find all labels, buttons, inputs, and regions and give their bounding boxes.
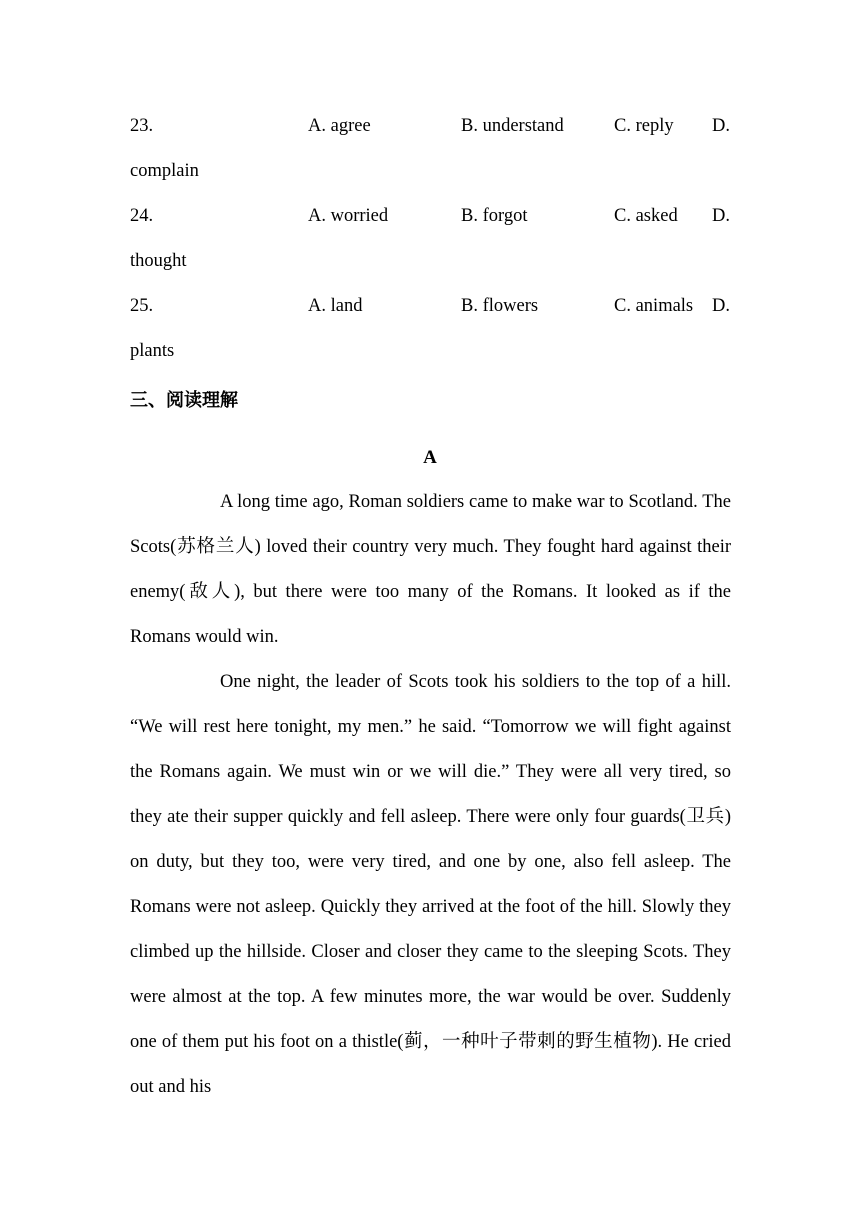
question-number: 24. — [130, 206, 154, 226]
option-d: D. — [712, 296, 730, 316]
option-d-text: thought — [130, 251, 187, 271]
option-b: B. flowers — [461, 296, 539, 316]
question-number: 25. — [130, 296, 154, 316]
question-number: 23. — [130, 116, 154, 136]
section-heading: 三、阅读理解 — [130, 390, 238, 411]
option-c: C. reply — [614, 116, 674, 136]
passage-paragraph: One night, the leader of Scots took his soldiers to the top of a hill. “We will rest here tonight, my men.” he said. “Tomorrow we will fight against the Romans again. We must win or we will die.” They were all very tired, so they ate their supper quickly and fell asleep. There were only four guards(卫兵) on duty, but they too, were very tired, and one by one, also fell asleep. The Romans were not asleep. Quickly they arrived at the foot of the hill. Slowly they climbed up the hillside. Closer and closer they came to the sleeping Scots. They were almost at the top. A few minutes more, the war would be over. Suddenly one of them put his foot on a thistle(蓟，一种叶子带刺的野生植物). He cried out and his — [130, 672, 731, 1097]
question-24-options — [130, 206, 730, 236]
option-d-text: plants — [130, 341, 175, 361]
option-a: A. land — [308, 296, 363, 316]
passage-paragraph: A long time ago, Roman soldiers came to make war to Scotland. The Scots(苏格兰人) loved their country very much. They fought hard against their enemy(敌人), but there were too many of the Romans. It looked as if the Romans would win. — [130, 492, 731, 647]
option-a: A. agree — [308, 116, 371, 136]
option-d-text: complain — [130, 161, 199, 181]
question-25-options — [130, 296, 730, 326]
question-23-options — [130, 116, 730, 146]
option-b: B. understand — [461, 116, 564, 136]
passage-title: A — [423, 447, 437, 468]
option-a: A. worried — [308, 206, 389, 226]
option-c: C. animals — [614, 296, 694, 316]
option-b: B. forgot — [461, 206, 528, 226]
option-d: D. — [712, 116, 730, 136]
option-c: C. asked — [614, 206, 678, 226]
option-d: D. — [712, 206, 730, 226]
